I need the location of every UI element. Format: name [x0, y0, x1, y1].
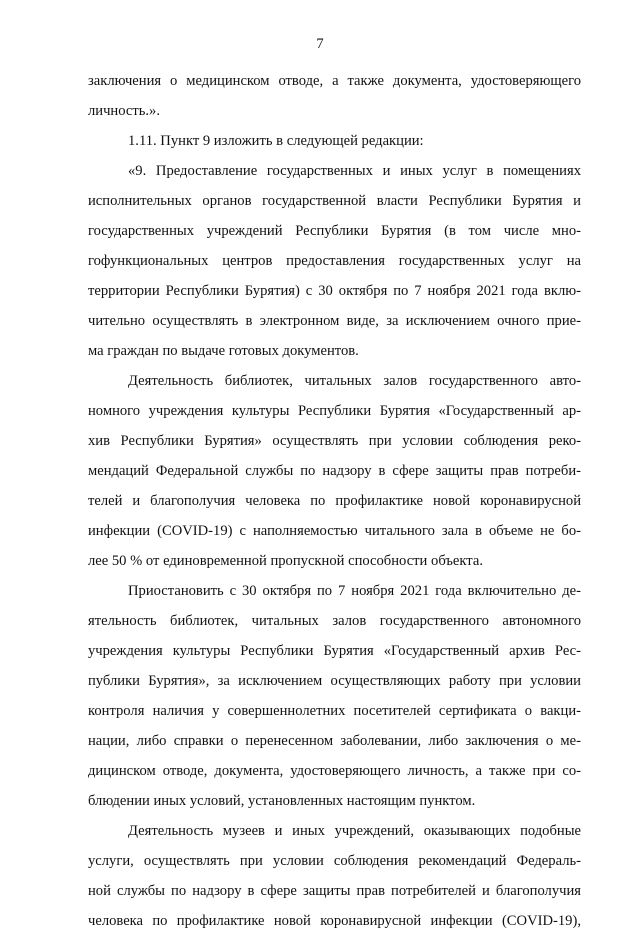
text-line: гофункциональных центров предоставления государственных услуг на: [88, 253, 581, 269]
text-line: контроля наличия у совершеннолетних посетителей сертификата о вакци-: [88, 703, 581, 719]
text-line: 1.11. Пункт 9 изложить в следующей редакции:: [128, 133, 424, 149]
paragraph: [88, 816, 581, 936]
text-line: учреждения культуры Республики Бурятия «Государственный архив Рес-: [88, 643, 581, 659]
text-line: нации, либо справки о перенесенном заболевании, либо заключения о ме-: [88, 733, 581, 749]
text-line: услуги, осуществлять при условии соблюдения рекомендаций Федераль-: [88, 853, 581, 869]
text-line: Деятельность библиотек, читальных залов государственного авто-: [128, 373, 581, 389]
document-body: [88, 66, 581, 936]
text-line: инфекции (COVID-19) с наполняемостью читального зала в объеме не бо-: [88, 523, 581, 539]
page-number: 7: [316, 36, 324, 52]
text-line: хив Республики Бурятия» осуществлять при условии соблюдения реко-: [88, 433, 581, 449]
paragraph: [88, 576, 581, 816]
text-line: исполнительных органов государственной власти Республики Бурятия и: [88, 193, 581, 209]
text-line: телей и благополучия человека по профилактике новой коронавирусной: [88, 493, 581, 509]
paragraph: [88, 66, 581, 126]
text-line: публики Бурятия», за исключением осуществляющих работу при условии: [88, 673, 581, 689]
text-line: мендаций Федеральной службы по надзору в сфере защиты прав потреби-: [88, 463, 581, 479]
text-line: «9. Предоставление государственных и иных услуг в помещениях: [128, 163, 581, 179]
text-line: ной службы по надзору в сфере защиты прав потребителей и благополучия: [88, 883, 581, 899]
text-line: блюдении иных условий, установленных настоящим пунктом.: [88, 793, 476, 809]
text-line: ятельность библиотек, читальных залов государственного автономного: [88, 613, 581, 629]
text-line: ма граждан по выдаче готовых документов.: [88, 343, 359, 359]
text-line: номного учреждения культуры Республики Бурятия «Государственный ар-: [88, 403, 581, 419]
text-line: государственных учреждений Республики Бурятия (в том числе мно-: [88, 223, 581, 239]
text-line: человека по профилактике новой коронавирусной инфекции (COVID-19),: [88, 913, 581, 929]
text-line: личность.».: [88, 103, 161, 119]
text-line: Деятельность музеев и иных учреждений, оказывающих подобные: [128, 823, 581, 839]
text-line: лее 50 % от единовременной пропускной способности объекта.: [88, 553, 483, 569]
paragraph: [88, 156, 581, 366]
paragraph: [88, 366, 581, 576]
text-line: территории Республики Бурятия) с 30 октября по 7 ноября 2021 года вклю-: [88, 283, 581, 299]
text-line: дицинском отводе, документа, удостоверяющего личность, а также при со-: [88, 763, 581, 779]
paragraph: [88, 126, 581, 156]
text-line: заключения о медицинском отводе, а также документа, удостоверяющего: [88, 73, 581, 89]
text-line: чительно осуществлять в электронном виде, за исключением очного прие-: [88, 313, 581, 329]
text-line: Приостановить с 30 октября по 7 ноября 2021 года включительно де-: [128, 583, 581, 599]
